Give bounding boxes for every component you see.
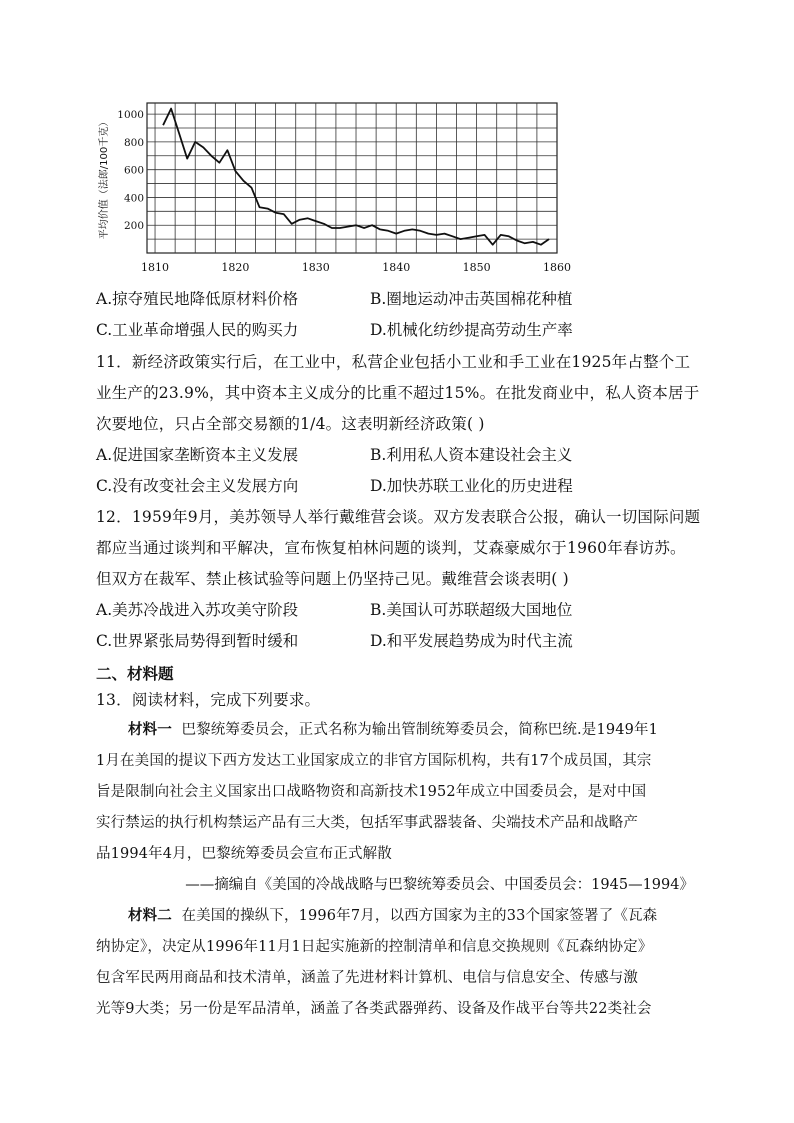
material1-line-5: 品1994年4月，巴黎统筹委员会宣布正式解散	[96, 846, 392, 862]
q11-option-c: C.没有改变社会主义发展方向	[96, 477, 299, 495]
q11-text-line-1: 11．新经济政策实行后，在工业中，私营企业包括小工业和手工业在1925年占整个工	[96, 353, 691, 371]
q12-option-b: B.美国认可苏联超级大国地位	[370, 601, 573, 619]
material2-label: 材料二	[128, 907, 172, 924]
q10-option-c: C.工业革命增强人民的购买力	[96, 321, 299, 339]
material2-line-1	[128, 904, 657, 925]
q11-option-a: A.促进国家垄断资本主义发展	[96, 446, 299, 464]
q11-text-line-3: 次要地位，只占全部交易额的1/4。这表明新经济政策( )	[96, 415, 485, 433]
material1-source: ——摘编自《美国的冷战战略与巴黎统筹委员会、中国委员会：1945—1994》	[185, 877, 694, 893]
price-line-chart	[92, 96, 571, 276]
y-tick-label: 1000	[117, 109, 144, 122]
x-tick-label: 1820	[221, 261, 250, 274]
q10-option-d: D.机械化纺纱提高劳动生产率	[370, 321, 573, 339]
x-tick-label: 1830	[301, 261, 330, 274]
y-tick-label: 200	[123, 220, 144, 233]
material1-text-1: 巴黎统筹委员会，正式名称为输出管制统筹委员会，简称巴统.是1949年1	[181, 722, 658, 738]
y-tick-label: 600	[123, 164, 144, 177]
x-tick-label: 1860	[543, 261, 571, 274]
y-axis-label: 平均价值（法郎/100千克）	[99, 116, 110, 240]
material2-line-2: 纳协定》，决定从1996年11月1日起实施新的控制清单和信息交换规则《瓦森纳协定》	[96, 939, 653, 955]
q12-text-line-1: 12．1959年9月，美苏领导人举行戴维营会谈。双方发表联合公报，确认一切国际问题	[96, 508, 701, 526]
q13-instruction: 13．阅读材料，完成下列要求。	[96, 691, 321, 709]
material1-line-4: 实行禁运的执行机构禁运产品有三大类，包括军事武器装备、尖端技术产品和战略产	[96, 815, 639, 831]
q11-option-b: B.利用私人资本建设社会主义	[370, 446, 573, 464]
q12-option-d: D.和平发展趋势成为时代主流	[370, 632, 573, 650]
section-title: 二、材料题	[96, 665, 174, 683]
q12-option-c: C.世界紧张局势得到暂时缓和	[96, 632, 299, 650]
q10-option-a: A.掠夺殖民地降低原材料价格	[96, 290, 299, 308]
material2-line-3: 包含军民两用商品和技术清单，涵盖了先进材料计算机、电信与信息安全、传感与激	[96, 970, 639, 986]
q11-text-line-2: 业生产的23.9%，其中资本主义成分的比重不超过15%。在批发商业中，私人资本居于	[96, 384, 700, 402]
y-tick-label: 400	[123, 192, 144, 205]
x-tick-label: 1850	[462, 261, 491, 274]
x-tick-label: 1840	[382, 261, 411, 274]
material2-line-4: 光等9大类；另一份是军品清单，涵盖了各类武器弹药、设备及作战平台等共22类社会	[96, 1001, 652, 1017]
q11-option-d: D.加快苏联工业化的历史进程	[370, 477, 573, 495]
material1-line-2: 1月在美国的提议下西方发达工业国家成立的非官方国际机构，共有17个成员国，其宗	[96, 753, 652, 769]
q12-text-line-2: 都应当通过谈判和平解决，宣布恢复柏林问题的谈判，艾森豪威尔于1960年春访苏。	[96, 539, 686, 557]
chart-svg	[92, 96, 571, 276]
material2-text-1: 在美国的操纵下，1996年7月，以西方国家为主的33个国家签署了《瓦森	[181, 908, 658, 924]
q10-option-b: B.圈地运动冲击英国棉花种植	[370, 290, 573, 308]
plot-frame	[147, 103, 557, 253]
y-tick-label: 800	[123, 136, 144, 149]
x-tick-label: 1810	[141, 261, 170, 274]
q12-text-line-3: 但双方在裁军、禁止核试验等问题上仍坚持己见。戴维营会谈表明( )	[96, 570, 569, 588]
material1-line-3: 旨是限制向社会主义国家出口战略物资和高新技术1952年成立中国委员会，是对中国	[96, 784, 647, 800]
q12-option-a: A.美苏冷战进入苏攻美守阶段	[96, 601, 299, 619]
material1-line-1	[128, 718, 658, 739]
material1-label: 材料一	[128, 721, 172, 738]
